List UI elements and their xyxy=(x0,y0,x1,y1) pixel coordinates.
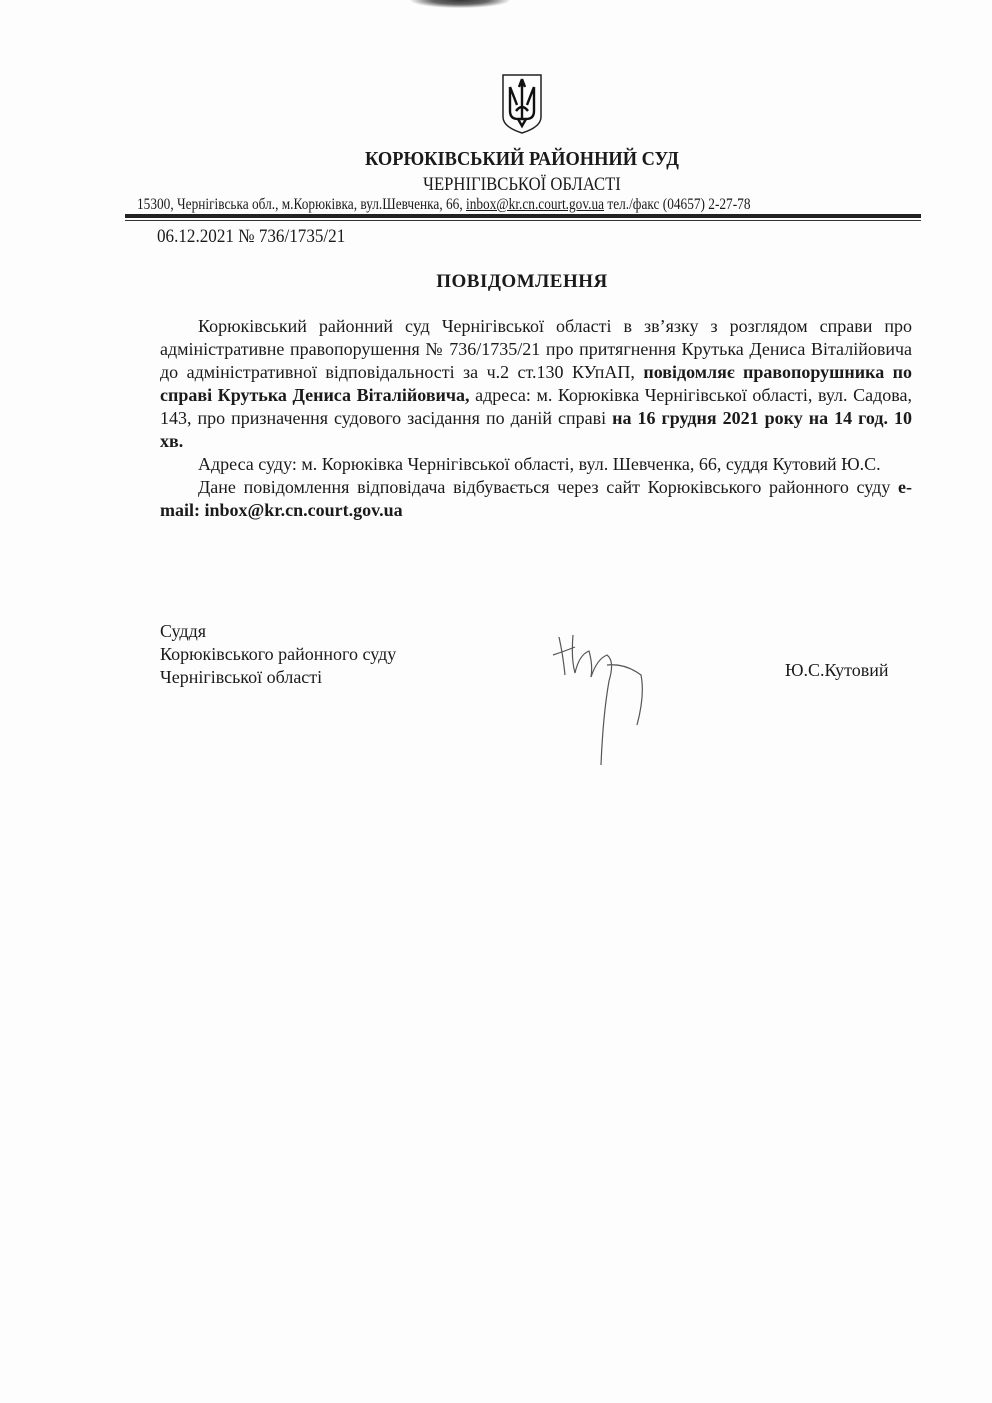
notice-text-address: адреса: м. Корюківка Чернігівської області, вул. Садова, 143, про призначення судового засідання по даній справі xyxy=(160,385,912,428)
website-text: Дане повідомлення відповідача відбувається через сайт Корюківського районного суду xyxy=(198,477,899,497)
scan-shadow xyxy=(410,0,510,8)
header-rule-thin xyxy=(125,220,921,221)
paragraph-website xyxy=(160,476,912,522)
court-email-link[interactable]: inbox@kr.cn.court.gov.ua xyxy=(466,196,605,213)
court-region: ЧЕРНІГІВСЬКОЇ ОБЛАСТІ xyxy=(423,175,621,195)
signatory-title xyxy=(160,620,396,689)
signatory-line-1: Суддя xyxy=(160,621,207,641)
signatory-line-3: Чернігівської області xyxy=(160,667,323,687)
court-name: КОРЮКІВСЬКИЙ РАЙОННИЙ СУД xyxy=(365,148,679,170)
paragraph-notice xyxy=(160,315,912,453)
document-reference: 06.12.2021 № 736/1735/21 xyxy=(157,226,346,247)
signatory-line-2: Корюківського районного суду xyxy=(160,644,397,664)
notice-bold-recipient: повідомляє правопорушника по справі Крутька Дениса Віталійовича, xyxy=(160,362,912,405)
paragraph-court-address: Адреса суду: м. Корюківка Чернігівської області, вул. Шевченка, 66, суддя Кутовий Ю.С. xyxy=(198,454,881,474)
document-title: ПОВІДОМЛЕННЯ xyxy=(436,271,608,292)
judge-name: Ю.С.Кутовий xyxy=(785,660,889,680)
phone-text: тел./факс (04657) 2-27-78 xyxy=(604,196,751,213)
document-body xyxy=(160,315,912,522)
address-text: 15300, Чернігівська обл., м.Корюківка, вул.Шевченка, 66, xyxy=(137,196,467,213)
court-address xyxy=(137,196,751,214)
court-email: e-mail: inbox@kr.cn.court.gov.ua xyxy=(160,477,912,520)
header-rule-thick xyxy=(125,214,921,218)
hearing-datetime: на 16 грудня 2021 року на 14 год. 10 хв. xyxy=(160,408,912,451)
notice-text: Корюківський районний суд Чернігівської області в зв’язку з розглядом справи про адміністративне правопорушення № 736/1735/21 про притягнення Крутька Дениса Віталійовича до адміністративної відповідальності за ч.2 ст.130 КУпАП, xyxy=(160,316,912,382)
trident-emblem-icon xyxy=(500,73,544,135)
handwritten-signature xyxy=(545,625,655,775)
